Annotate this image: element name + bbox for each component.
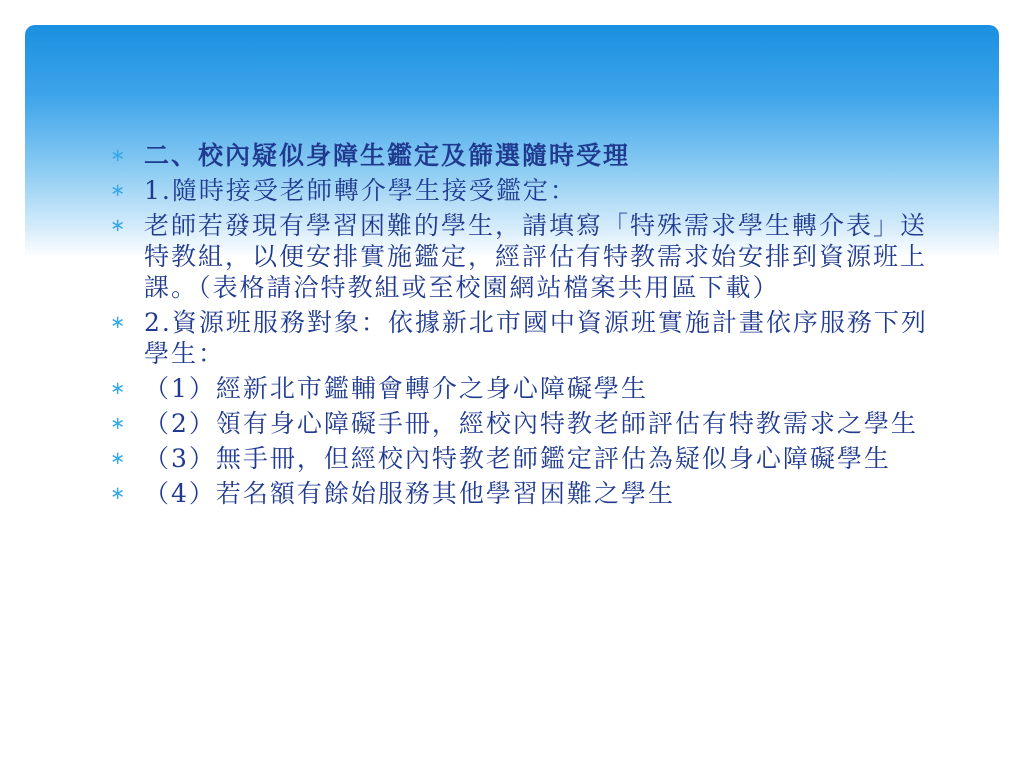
bullet-item-target-3 (110, 443, 930, 474)
bullet-item-section-title (110, 140, 930, 171)
bullet-text: 2.資源班服務對象：依據新北市國中資源班實施計畫依序服務下列學生： (144, 308, 928, 368)
bullet-text: （2）領有身心障礙手冊，經校內特教老師評估有特教需求之學生 (144, 409, 918, 438)
bullet-text: （4）若名額有餘始服務其他學習困難之學生 (144, 479, 675, 508)
asterisk-icon: ∗ (110, 483, 128, 504)
asterisk-icon: ∗ (110, 312, 128, 333)
bullet-text: 老師若發現有學習困難的學生，請填寫「特殊需求學生轉介表」送特教組，以便安排實施鑑定，經評估有特教需求始安排到資源班上課。（表格請洽特教組或至校園網站檔案共用區下載） (144, 211, 928, 302)
asterisk-icon: ∗ (110, 145, 128, 166)
bullet-item-referral-heading (110, 175, 930, 206)
slide-content (110, 140, 930, 513)
bullet-item-target-4 (110, 478, 930, 509)
bullet-item-service-targets (110, 307, 930, 369)
bullet-list (110, 140, 930, 509)
bullet-text: （1）經新北市鑑輔會轉介之身心障礙學生 (144, 374, 648, 403)
bullet-item-target-2 (110, 408, 930, 439)
bullet-text: 1.隨時接受老師轉介學生接受鑑定： (144, 176, 577, 205)
asterisk-icon: ∗ (110, 448, 128, 469)
bullet-item-target-1 (110, 373, 930, 404)
bullet-text: 二、校內疑似身障生鑑定及篩選隨時受理 (144, 141, 631, 170)
asterisk-icon: ∗ (110, 215, 128, 236)
bullet-text: （3）無手冊，但經校內特教老師鑑定評估為疑似身心障礙學生 (144, 444, 891, 473)
bullet-item-referral-detail (110, 210, 930, 303)
asterisk-icon: ∗ (110, 180, 128, 201)
asterisk-icon: ∗ (110, 413, 128, 434)
asterisk-icon: ∗ (110, 378, 128, 399)
